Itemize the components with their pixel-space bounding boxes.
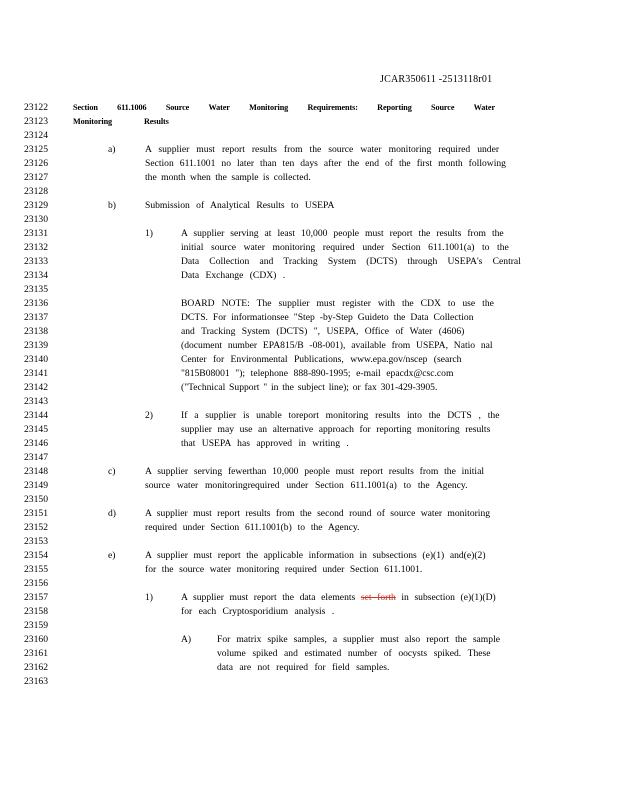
- paragraph-line: Section 611.1001 no later than ten days after the end of the first month following: [145, 158, 506, 169]
- subsection-marker: b): [108, 200, 116, 211]
- paragraph-line: that USEPA has approved in writing .: [181, 438, 349, 449]
- paragraph-line: If a supplier is unable toreport monitoring results into the DCTS , the: [181, 410, 500, 421]
- paragraph-line: Data Collection and Tracking System (DCTS) through USEPA's Central: [181, 256, 521, 267]
- line-number: 23146: [24, 438, 48, 449]
- line-number: 23152: [24, 522, 48, 533]
- paragraph-line: initial source water monitoring required under Section 611.1001(a) to the: [181, 242, 509, 253]
- line-number: 23133: [24, 256, 48, 267]
- paragraph-line: A supplier must report results from the second round of source water monitoring: [145, 508, 491, 519]
- paragraph-line: source water monitoringrequired under Section 611.1001(a) to the Agency.: [145, 480, 468, 491]
- line-number: 23141: [24, 368, 48, 379]
- board-note-line: BOARD NOTE: The supplier must register with the CDX to use the: [181, 298, 494, 309]
- line-number: 23135: [24, 284, 48, 295]
- text-run: A supplier must report the data elements: [181, 592, 356, 603]
- paragraph-line: required under Section 611.1001(b) to the Agency.: [145, 522, 360, 533]
- line-number: 23136: [24, 298, 48, 309]
- line-number: 23144: [24, 410, 48, 421]
- line-number: 23123: [24, 116, 48, 127]
- line-number: 23150: [24, 494, 48, 505]
- heading-word: 611.1006: [117, 103, 147, 112]
- subsection-marker: d): [108, 508, 116, 519]
- heading-word: Monitoring: [73, 117, 113, 126]
- line-number: 23156: [24, 578, 48, 589]
- section-heading: [73, 101, 495, 115]
- line-number: 23147: [24, 452, 48, 463]
- board-note-line: (document number EPA815/B -08-001), available from USEPA, Natio nal: [181, 340, 493, 351]
- line-number: 23149: [24, 480, 48, 491]
- line-number: 23139: [24, 340, 48, 351]
- heading-word: Water: [473, 103, 495, 112]
- heading-word: Source: [431, 103, 455, 112]
- line-number: 23126: [24, 158, 48, 169]
- subsection-title: Submission of Analytical Results to USEPA: [145, 200, 335, 211]
- line-number: 23154: [24, 550, 48, 561]
- heading-word: Source: [165, 103, 190, 112]
- line-number: 23127: [24, 172, 48, 183]
- line-number: 23159: [24, 620, 48, 631]
- heading-word: Monitoring: [249, 103, 289, 112]
- struck-text: set forth: [360, 592, 396, 603]
- section-heading-continued: [73, 115, 169, 129]
- item-marker: 2): [145, 410, 153, 421]
- item-marker: 1): [145, 592, 153, 603]
- line-number: 23158: [24, 606, 48, 617]
- line-number: 23162: [24, 662, 48, 673]
- line-number: 23153: [24, 536, 48, 547]
- text-run: in subsection (e)(1)(D): [401, 592, 496, 603]
- line-number: 23122: [24, 102, 48, 113]
- board-note-line: "815B08001 "); telephone 888-890-1995; e-mail epacdx@csc.com: [181, 368, 454, 379]
- heading-word: Section: [73, 103, 98, 112]
- line-number: 23134: [24, 270, 48, 281]
- paragraph-line: For matrix spike samples, a supplier must also report the sample: [217, 634, 500, 645]
- paragraph-line: for the source water monitoring required under Section 611.1001.: [145, 564, 423, 575]
- paragraph-line: data are not required for field samples.: [217, 662, 390, 673]
- item-marker: A): [181, 634, 192, 645]
- line-number: 23142: [24, 382, 48, 393]
- board-note-line: and Tracking System (DCTS) ", USEPA, Office of Water (4606): [181, 326, 465, 337]
- line-number: 23140: [24, 354, 48, 365]
- line-number: 23131: [24, 228, 48, 239]
- board-note-line: DCTS. For informationsee "Step -by-Step Guideto the Data Collection: [181, 312, 474, 323]
- line-number: 23160: [24, 634, 48, 645]
- paragraph-line: for each Cryptosporidium analysis .: [181, 606, 335, 617]
- heading-word: Water: [208, 103, 230, 112]
- subsection-marker: c): [108, 466, 116, 477]
- paragraph-line: [181, 591, 496, 605]
- line-number: 23128: [24, 186, 48, 197]
- paragraph-line: A supplier must report results from the source water monitoring required under: [145, 144, 500, 155]
- line-number: 23130: [24, 214, 48, 225]
- line-number: 23163: [24, 676, 48, 687]
- item-marker: 1): [145, 228, 153, 239]
- line-number: 23137: [24, 312, 48, 323]
- line-number: 23143: [24, 396, 48, 407]
- line-number: 23151: [24, 508, 48, 519]
- line-number: 23129: [24, 200, 48, 211]
- paragraph-line: volume spiked and estimated number of oocysts spiked. These: [217, 648, 491, 659]
- board-note-line: Center for Environmental Publications, www.epa.gov/nscep (search: [181, 354, 462, 365]
- paragraph-line: supplier may use an alternative approach for reporting monitoring results: [181, 424, 491, 435]
- subsection-marker: a): [108, 144, 116, 155]
- line-number: 23161: [24, 648, 48, 659]
- paragraph-line: Data Exchange (CDX) .: [181, 270, 286, 281]
- paragraph-line: A supplier serving at least 10,000 people must report the results from the: [181, 228, 504, 239]
- line-number: 23145: [24, 424, 48, 435]
- heading-word: Requirements:: [307, 103, 358, 112]
- line-number: 23157: [24, 592, 48, 603]
- line-number: 23132: [24, 242, 48, 253]
- heading-word: Reporting: [377, 103, 412, 112]
- paragraph-line: A supplier must report the applicable information in subsections (e)(1) and(e)(2): [145, 550, 486, 561]
- board-note-line: ("Technical Support " in the subject line); or fax 301-429-3905.: [181, 382, 438, 393]
- heading-word: Results: [143, 117, 169, 126]
- subsection-marker: e): [108, 550, 116, 561]
- line-number: 23138: [24, 326, 48, 337]
- line-number: 23125: [24, 144, 48, 155]
- line-number: 23155: [24, 564, 48, 575]
- document-id: JCAR350611 -2513118r01: [380, 74, 493, 85]
- line-number: 23124: [24, 130, 48, 141]
- paragraph-line: the month when the sample is collected.: [145, 172, 311, 183]
- paragraph-line: A supplier serving fewerthan 10,000 people must report results from the initial: [145, 466, 485, 477]
- line-number: 23148: [24, 466, 48, 477]
